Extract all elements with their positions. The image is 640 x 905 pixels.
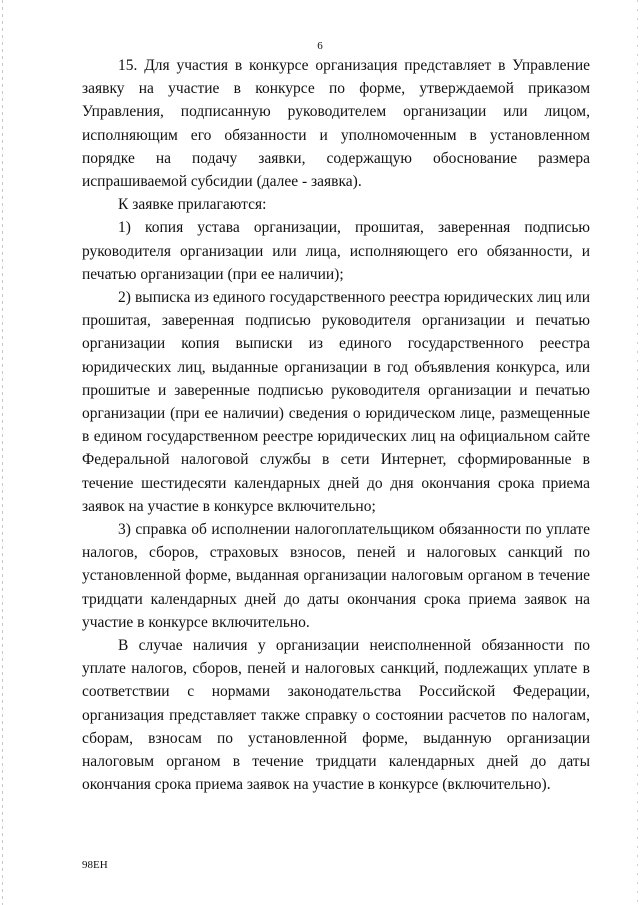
paragraph-item-2: 2) выписка из единого государственного реестра юридических лиц или прошитая, заверенная подписью руководителя организации и печатью организации копия выписки из единого государственного реестра юридических лиц, выданные организации в год объявления конкурса, или прошитые и заверенные подписью руководителя организации и печатью организации (при ее наличии) сведения о юридическом лице, размещенные в едином государственном реестре юридических лиц на официальном сайте Федеральной налоговой службы в сети Интернет, сформированные в течение шестидесяти календарных дней до дня окончания срока приема заявок на участие в конкурсе включительно; [82, 289, 590, 515]
paragraph-item-1: 1) копия устава организации, прошитая, заверенная подписью руководителя организации или лица, исполняющего его обязанности, и печатью организации (при ее наличии); [82, 219, 590, 283]
scan-edge-left [2, 0, 3, 905]
scan-edge-right [637, 0, 638, 905]
paragraph-attachments-intro: К заявке прилагаются: [118, 196, 267, 214]
document-body [82, 54, 590, 797]
page-number: 6 [317, 40, 323, 52]
paragraph-item-3: 3) справка об исполнении налогоплательщиком обязанности по уплате налогов, сборов, страховых взносов, пеней и налоговых санкций по установленной форме, выданная организации налоговым органом в течение тридцати календарных дней до даты окончания срока приема заявок на участие в конкурсе включительно. [82, 521, 590, 631]
paragraph-15: 15. Для участия в конкурсе организация представляет в Управление заявку на участие в конкурсе по форме, утверждаемой приказом Управления, подписанную руководителем организации или лицом, исполняющим его обязанности и уполномоченным в установленном порядке на подачу заявки, содержащую обоснование размера испрашиваемой субсидии (далее - заявка). [82, 57, 590, 191]
paragraph-tax-debt: В случае наличия у организации неисполненной обязанности по уплате налогов, сборов, пеней и налоговых санкций, подлежащих уплате в соответствии с нормами законодательства Российской Федерации, организация представляет также справку о состоянии расчетов по налогам, сборам, взносам по установленной форме, выданную организации налоговым органом в течение тридцати календарных дней до даты окончания срока приема заявок на участие в конкурсе (включительно). [82, 637, 590, 794]
footer-code: 98ЕН [82, 859, 108, 871]
